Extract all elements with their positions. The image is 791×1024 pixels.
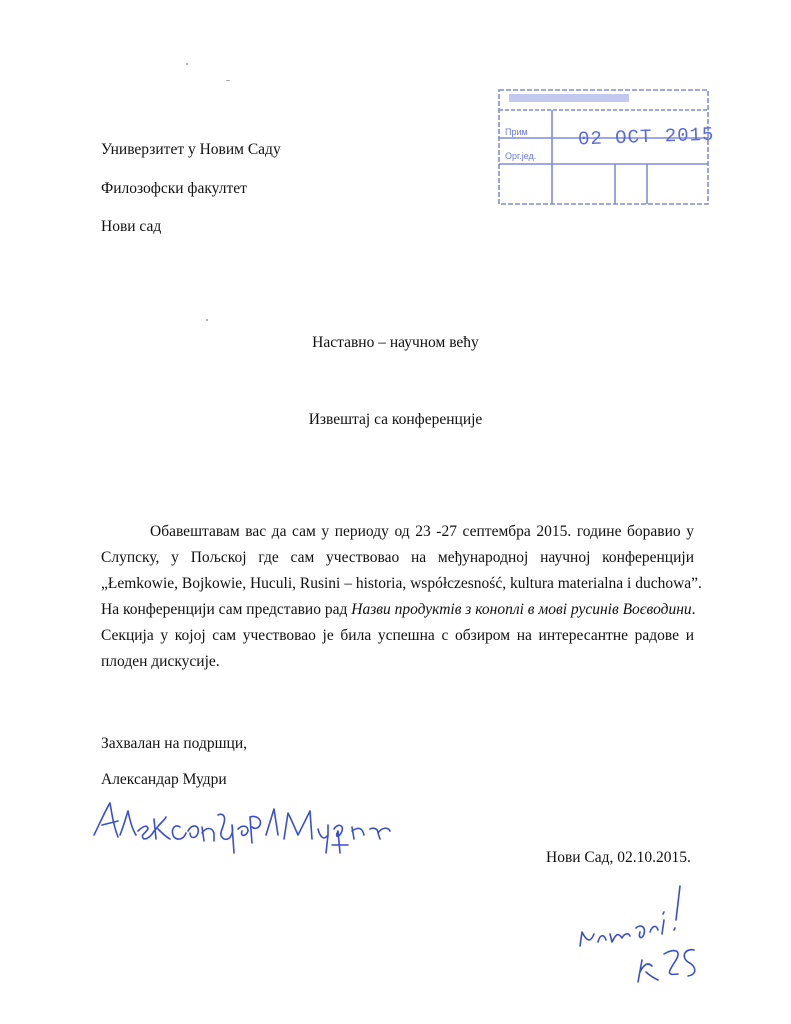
handwritten-annotation (568, 876, 738, 986)
subject-heading: Извештај са конференције (308, 411, 483, 428)
body-line-1: Обавештавам вас да сам у периоду од 23 -27 септембра 2015. године боравио у (150, 523, 694, 540)
report-body (101, 519, 702, 675)
recipient-university: Универзитет у Новим Саду (101, 141, 281, 158)
stamp-label-received: Прим (505, 127, 528, 137)
scan-speck (206, 319, 208, 321)
addressee-heading: Наставно – научном већу (312, 334, 479, 351)
handwritten-signature (88, 795, 398, 865)
recipient-city: Нови сад (101, 218, 162, 235)
scan-speck (226, 80, 230, 81)
body-line-6: плоден дискусије. (101, 653, 220, 670)
recipient-faculty: Филозофски факултет (101, 180, 247, 197)
place-and-date: Нови Сад, 02.10.2015. (546, 849, 691, 866)
sender-name: Александар Мудри (101, 771, 227, 788)
body-line-4 (101, 597, 694, 623)
body-line-4-suffix: . (691, 601, 696, 618)
body-line-5: Секција у којој сам учествовао је била успешна с обзиром на интересантне радове и (101, 627, 694, 644)
body-line-3: „Łemkowie, Bojkowie, Huculi, Rusini – historia, współczesność, kultura materialna i duchowa”. (101, 575, 702, 592)
stamp-date: 02 OCT 2015 (577, 123, 715, 151)
closing-thanks: Захвалан на подршци, (101, 735, 247, 752)
body-line-2: Слупску, у Пољској где сам учествовао на међународној научној конференцији (101, 549, 694, 566)
scan-speck (186, 63, 188, 65)
body-line-4-prefix: На конференцији сам представио рад (101, 601, 352, 618)
stamp-label-unit: Орг.јед. (505, 151, 537, 161)
paper-title: Назви продуктів з коноплі в мові русинів Воєводини (351, 601, 692, 618)
